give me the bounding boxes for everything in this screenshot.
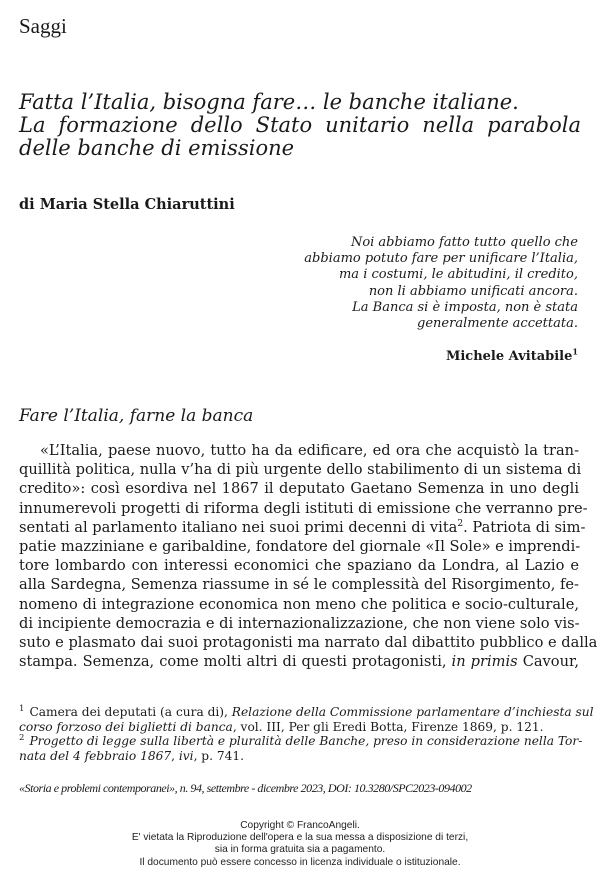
footnote-text: , vol. III, Per gli Eredi Botta, Firenze 1869, p. 121. xyxy=(232,719,544,734)
footnotes xyxy=(19,703,594,763)
article-title xyxy=(19,91,581,160)
epigraph-line: abbiamo potuto fare per unificare l’Italia, xyxy=(304,251,578,267)
footnote-text: , xyxy=(171,748,179,763)
body-line: quillità politica, nulla v’ha di più urgente dello stabilimento di un sistema di xyxy=(19,461,582,479)
body-line-text: Cavour, xyxy=(522,653,579,671)
copyright-line: Copyright © FrancoAngeli. xyxy=(240,820,360,831)
title-line: delle banche di emissione xyxy=(19,136,295,160)
footnote-italic: Relazione della Commissione parlamentare d’inchiesta sul xyxy=(231,705,594,719)
body-italic-term: in primis xyxy=(451,653,518,671)
footnote-italic: ivi xyxy=(178,748,194,763)
body-line-text: sentati al parlamento italiano nei suoi primi decenni di vita xyxy=(19,518,458,536)
epigraph-attribution xyxy=(445,346,578,364)
body-line-text: . Patriota di sim- xyxy=(463,518,586,536)
body-line: nomeno di integrazione economica non meno che politica e socio-culturale, xyxy=(19,595,579,613)
footnote-italic: nata del 4 febbraio 1867 xyxy=(19,748,172,763)
footnote-text: Camera dei deputati (a cura di), xyxy=(29,705,232,719)
copyright-line: sia in forma gratuita sia a pagamento. xyxy=(214,844,386,856)
body-line: di incipiente democrazia e di internazionalizzazione, che non viene solo vis- xyxy=(19,614,580,632)
footnote-1-line xyxy=(19,720,579,735)
article-author: di Maria Stella Chiaruttini xyxy=(19,196,235,213)
body-line: innumerevoli progetti di riforma degli istituti di emissione che verranno pre- xyxy=(19,499,588,517)
title-line: Fatta l’Italia, bisogna fare… le banche italiane. xyxy=(19,90,519,114)
epigraph-line: ma i costumi, le abitudini, il credito, xyxy=(338,267,578,283)
footnote-1-line xyxy=(19,703,594,720)
body-line xyxy=(19,518,586,537)
body-line: suto e plasmato dai suoi protagonisti ma narrato dal dibattito pubblico e dalla xyxy=(19,634,598,652)
epigraph-line: La Banca si è imposta, non è stata xyxy=(352,299,578,315)
epigraph-author-name: Michele Avitabile xyxy=(445,349,573,364)
epigraph-line: Noi abbiamo fatto tutto quello che xyxy=(350,235,578,250)
footnote-ref-1[interactable]: 1 xyxy=(572,346,578,357)
section-label: Saggi xyxy=(19,14,67,38)
footnote-mark: 1 xyxy=(19,703,25,714)
title-line: La formazione dello Stato unitario nella parabola xyxy=(19,113,581,137)
footnote-2-line xyxy=(19,732,583,749)
body-line: alla Sardegna, Semenza riassume in sé le complessità del Risorgimento, fe- xyxy=(19,576,579,594)
copyright-line: Il documento può essere concesso in licenza individuale o istituzionale. xyxy=(139,856,461,868)
body-line-text: stampa. Semenza, come molti altri di questi protagonisti, xyxy=(19,653,447,671)
body-paragraph xyxy=(19,441,598,671)
copyright-notice xyxy=(0,820,600,869)
footnote-italic: corso forzoso dei biglietti di banca xyxy=(19,719,233,734)
body-line: credito»: così esordiva nel 1867 il deputato Gaetano Semenza in uno degli xyxy=(19,480,579,498)
body-line: tore lombardo con interessi economici che spaziano da Londra, al Lazio e xyxy=(19,557,579,575)
footnote-italic: Progetto di legge sulla libertà e pluralità delle Banche, preso in considerazione nella Tor- xyxy=(29,734,583,748)
footnote-mark: 2 xyxy=(19,732,25,743)
footnote-text: , p. 741. xyxy=(193,748,244,763)
body-line xyxy=(19,652,579,671)
footnote-2-line xyxy=(19,749,579,764)
epigraph xyxy=(198,235,578,332)
section-heading: Fare l’Italia, farne la banca xyxy=(19,406,254,426)
body-line: patie mazziniane e garibaldine, fondatore del giornale «Il Sole» e imprendi- xyxy=(19,538,581,556)
footnote-ref-2[interactable]: 2 xyxy=(457,518,464,529)
journal-citation: «Storia e problemi contemporanei», n. 94, settembre - dicembre 2023, DOI: 10.3280/SPC2023-094002 xyxy=(19,781,472,795)
copyright-line: E' vietata la Riproduzione dell'opera e la sua messa a disposizione di terzi, xyxy=(131,832,469,844)
body-line: «L’Italia, paese nuovo, tutto ha da edificare, ed ora che acquistò la tran- xyxy=(40,442,579,459)
epigraph-line: generalmente accettata. xyxy=(417,316,578,332)
epigraph-line: non li abbiamo unificati ancora. xyxy=(368,283,578,299)
